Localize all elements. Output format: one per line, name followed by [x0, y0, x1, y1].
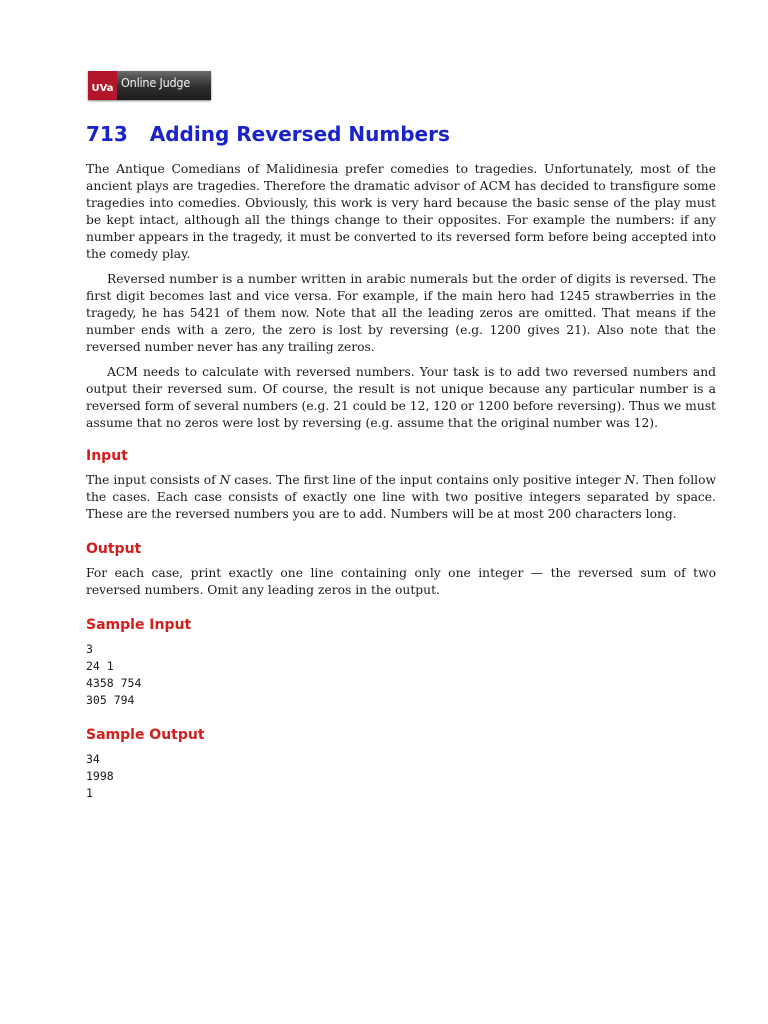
- sample-input-block: 3 24 1 4358 754 305 794: [86, 642, 142, 707]
- input-description: [86, 472, 716, 523]
- output-heading: Output: [86, 541, 142, 557]
- input-var-n-2: N: [624, 473, 636, 487]
- input-heading: Input: [86, 448, 128, 464]
- input-text-1: The input consists of: [86, 473, 220, 487]
- sample-output-block: 34 1998 1: [86, 752, 114, 800]
- problem-statement: [86, 161, 716, 810]
- intro-paragraph-3: ACM needs to calculate with reversed numbers. Your task is to add two reversed numbers and output their reversed sum. Of course, the result is not unique because any particular number is a reversed form of several numbers (e.g. 21 could be 12, 120 or 1200 before reversing). Thus we must assume that no zeros were lost by reversing (e.g. assume that the original number was 12).: [86, 365, 716, 430]
- sample-input-heading: Sample Input: [86, 617, 192, 633]
- intro-paragraph-1: The Antique Comedians of Malidinesia prefer comedies to tragedies. Unfortunately, most of the ancient plays are tragedies. Therefore the dramatic advisor of ACM has decided to transfigure some tragedies into comedies. Obviously, this work is very hard because the basic sense of the play must be kept intact, although all the things change to their opposites. For example the numbers: if any number appears in the tragedy, it must be converted to its reversed form before being accepted into the comedy play.: [86, 162, 716, 261]
- logo-text: Online Judge: [117, 71, 211, 100]
- input-text-3: . Then follow the cases. Each case consists of exactly one line with two positive integers separated by space. These are the reversed numbers you are to add. Numbers will be at most 200 characters long.: [86, 473, 717, 521]
- uva-badge: UVa: [88, 71, 117, 100]
- problem-number: 713: [86, 122, 128, 146]
- sample-output-heading: Sample Output: [86, 727, 205, 743]
- intro-paragraph-2: Reversed number is a number written in arabic numerals but the order of digits is reversed. The first digit becomes last and vice versa. For example, if the main hero had 1245 strawberries in the tragedy, he has 5421 of them now. Note that all the leading zeros are omitted. That means if the number ends with a zero, the zero is lost by reversing (e.g. 1200 gives 21). Also note that the reversed number never has any trailing zeros.: [86, 272, 716, 354]
- problem-name: Adding Reversed Numbers: [149, 122, 450, 146]
- problem-title: [86, 122, 450, 146]
- input-text-2: cases. The first line of the input contains only positive integer: [230, 473, 625, 487]
- uva-online-judge-logo: [88, 71, 211, 100]
- output-description: For each case, print exactly one line containing only one integer — the reversed sum of two reversed numbers. Omit any leading zeros in the output.: [86, 566, 716, 597]
- input-var-n: N: [219, 473, 231, 487]
